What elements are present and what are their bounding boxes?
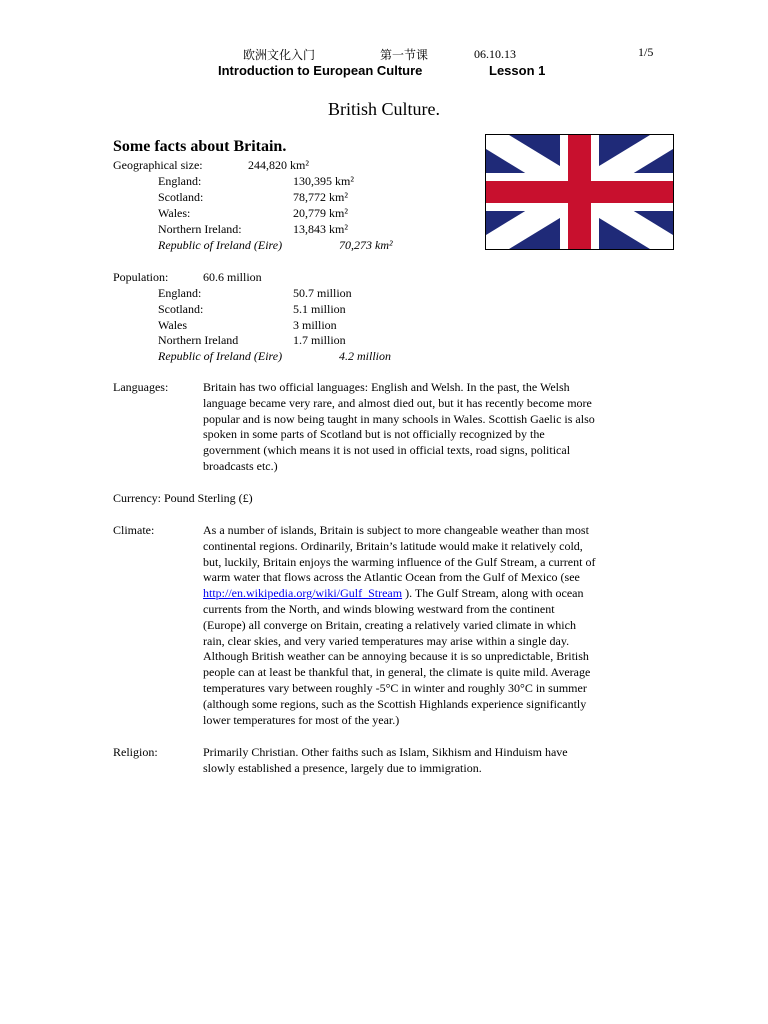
population-row: [113, 269, 513, 285]
geo-row-name: Scotland:: [158, 190, 204, 204]
population-row-name: Wales: [158, 318, 188, 332]
text-line: spoken in some parts of Scotland but is not officially recognized by the: [203, 427, 545, 442]
population-row-name: Scotland:: [158, 302, 204, 316]
geo-size-row: [113, 157, 513, 173]
population-row-value: 4.2 million: [339, 349, 392, 363]
text-line: As a number of islands, Britain is subject to more changeable weather than most: [203, 523, 589, 537]
text-line: currents from the North, and winds blowing westward from the continent: [203, 601, 555, 616]
text-line: rain, clear skies, and very varied temperatures may arise within a single day.: [203, 633, 570, 648]
text-line-with-link: [203, 586, 673, 602]
lesson-title-cn: 第一节课: [380, 48, 429, 62]
geo-row: [158, 221, 458, 237]
text-line: continental regions. Ordinarily, Britain’s latitude would make it relatively cold,: [203, 538, 583, 553]
population-row-name: England:: [158, 286, 202, 300]
currency-text: Currency: Pound Sterling (£): [113, 491, 253, 505]
population-row-value: 5.1 million: [293, 302, 346, 316]
text-line: lower temperatures for most of the year.): [203, 712, 400, 727]
text-line: broadcasts etc.): [203, 458, 278, 473]
climate-text: [203, 523, 673, 728]
header-date: 06.10.13: [474, 47, 516, 61]
population-row-item: [158, 332, 458, 348]
religion-label: Religion:: [113, 745, 158, 759]
population-total: 60.6 million: [203, 270, 262, 284]
population-row-value: 3 million: [293, 318, 337, 332]
facts-heading: Some facts about Britain.: [113, 138, 287, 155]
text-line: but, luckily, Britain enjoys the warming influence of the Gulf Stream, a current of: [203, 554, 596, 569]
religion-text: [203, 745, 673, 777]
geo-row-value: 78,772 km²: [293, 190, 348, 204]
geo-row-name: England:: [158, 174, 202, 188]
geo-row-name: Wales:: [158, 206, 191, 220]
course-title-cn: 欧洲文化入门: [243, 48, 316, 62]
geo-row: [158, 205, 458, 221]
population-row-value: 50.7 million: [293, 286, 352, 300]
union-flag-image: [485, 134, 674, 250]
geo-row: [158, 189, 458, 205]
geo-row-value: 70,273 km²: [339, 238, 393, 252]
population-row-name: Northern Ireland: [158, 333, 239, 347]
gulf-stream-link[interactable]: http://en.wikipedia.org/wiki/Gulf_Stream: [203, 586, 403, 601]
climate-label: Climate:: [113, 523, 155, 537]
text-line: warm water that flows across the Atlantic Ocean from the Gulf of Mexico (see: [203, 570, 580, 585]
page-title: British Culture.: [328, 99, 440, 119]
text-line: government (which means it is not used in official texts, road signs, political: [203, 443, 571, 458]
text-line: slowly established a presence, largely due to immigration.: [203, 760, 482, 775]
languages-label: Languages:: [113, 380, 169, 394]
geo-size-label: Geographical size:: [113, 158, 203, 172]
lesson-title-en: Lesson 1: [489, 63, 546, 78]
population-label: Population:: [113, 270, 169, 284]
geo-row-value: 13,843 km²: [293, 222, 348, 236]
population-row-item: [158, 317, 458, 333]
languages-text: [203, 380, 673, 475]
page-number: 1/5: [638, 45, 654, 59]
population-row-name: Republic of Ireland (Eire): [158, 349, 283, 363]
text-line: language became very rare, and almost died out, but it has recently become more: [203, 395, 592, 410]
geo-row-eire: [158, 237, 458, 253]
geo-row-value: 20,779 km²: [293, 206, 348, 220]
text-line: Although British weather can be annoying because it is so unpredictable, British: [203, 649, 589, 664]
geo-row: [158, 173, 458, 189]
geo-row-name: Northern Ireland:: [158, 222, 242, 236]
text-line: (Europe) all converge on Britain, creating a relatively varied climate in which: [203, 617, 576, 632]
population-row-item: [158, 301, 458, 317]
text-line: Primarily Christian. Other faiths such as Islam, Sikhism and Hinduism have: [203, 745, 568, 759]
text-line: temperatures vary between roughly -5°C in winter and roughly 30°C in summer: [203, 680, 587, 695]
text-line: Britain has two official languages: English and Welsh. In the past, the Welsh: [203, 380, 570, 394]
population-row-item: [158, 285, 458, 301]
text-line: popular and is now being taught in many schools in Wales. Scottish Gaelic is also: [203, 411, 595, 426]
text-line: (although some regions, such as the Scottish Highlands experience significantly: [203, 696, 587, 711]
text-fragment: ). The Gulf Stream, along with ocean: [402, 586, 584, 601]
course-title-en: Introduction to European Culture: [218, 63, 423, 78]
population-row-eire: [158, 348, 458, 364]
population-row-value: 1.7 million: [293, 333, 346, 347]
geo-row-name: Republic of Ireland (Eire): [158, 238, 283, 252]
text-line: people can at least be thankful that, in general, the climate is quite mild. Average: [203, 665, 591, 680]
geo-size-total: 244,820 km²: [248, 158, 309, 172]
geo-row-value: 130,395 km²: [293, 174, 354, 188]
